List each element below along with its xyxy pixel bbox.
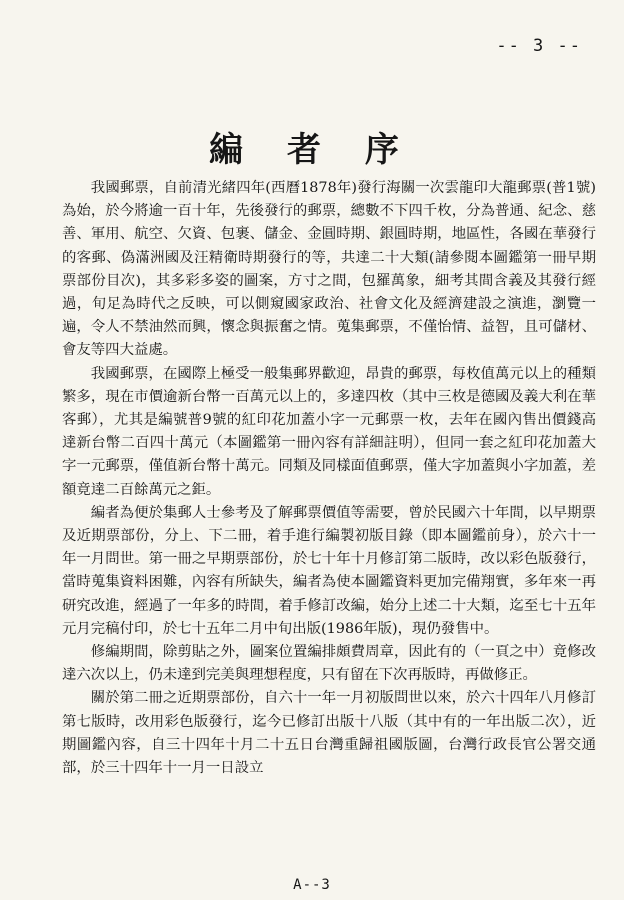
paragraph-3: 編者為便於集郵人士參考及了解郵票價值等需要，曾於民國六十年間，以早期票及近期票部份，分上、下二冊，着手進行編製初版目錄（即本圖鑑前身），於六十一年一月問世。第一冊之早期票部份，於七十年十月修訂第二版時，改以彩色版發行，當時蒐集資料困難，內容有所缺失，編者為使本圖鑑資料更加完備翔實，多年來一再研究改進，經過了一年多的時間，着手修訂改編，始分上述二十大類，迄至七十五年元月完稿付印，於七十五年二月中旬出版(1986年版)，現仍發售中。	[62, 504, 596, 637]
page-number-top: -- 3 --	[496, 36, 582, 56]
page-title: 編 者 序	[209, 130, 415, 170]
paragraph-2: 我國郵票，在國際上極受一般集郵界歡迎，昂貴的郵票，每枚值萬元以上的種類繁多，現在市價逾新台幣一百萬元以上的，多達四枚（其中三枚是德國及義大利在華客郵），尤其是編號普9號的紅印花加蓋小字一元郵票一枚，去年在國內售出價錢高達新台幣二百四十萬元（本圖鑑第一冊內容有詳細註明），但同一套之紅印花加蓋大字一元郵票，僅值新台幣十萬元。同類及同樣面值郵票，僅大字加蓋與小字加蓋，差額竟達二百餘萬元之鉅。	[62, 365, 596, 498]
preface-body	[62, 177, 596, 780]
paragraph-5: 關於第二冊之近期票部份，自六十一年一月初版問世以來，於六十四年八月修訂第七版時，改用彩色版發行，迄今已修訂出版十八版（其中有的一年出版二次），近期圖鑑內容，自三十四年十月二十五日台灣重歸祖國版圖，台灣行政長官公署交通部，於三十四年十一月一日設立	[62, 690, 596, 777]
page-number-bottom: A--3	[293, 877, 331, 893]
paragraph-1: 我國郵票，自前清光緒四年(西曆1878年)發行海關一次雲龍印大龍郵票(普1號)為始，於今將逾一百十年，先後發行的郵票，總數不下四千枚，分為普通、紀念、慈善、軍用、航空、欠資、包裹、儲金、金圓時期、銀圓時期，地區性，各國在華發行的客郵、偽滿洲國及汪精衛時期發行的等，共達二十大類(請參閱本圖鑑第一冊早期票部份目次)，其多彩多姿的圖案，方寸之間，包羅萬象，細考其間含義及其發行經過，旬足為時代之反映，可以側窺國家政治、社會文化及經濟建設之演進，瀏覽一遍，令人不禁油然而興，懷念與振奮之情。蒐集郵票，不僅怡情、益智，且可儲材、會友等四大益處。	[62, 180, 596, 359]
paragraph-4: 修編期間，除剪貼之外，圖案位置編排頗費周章，因此有的（一頁之中）竟修改達六次以上，仍未達到完美與理想程度，只有留在下次再版時，再做修正。	[62, 644, 596, 684]
